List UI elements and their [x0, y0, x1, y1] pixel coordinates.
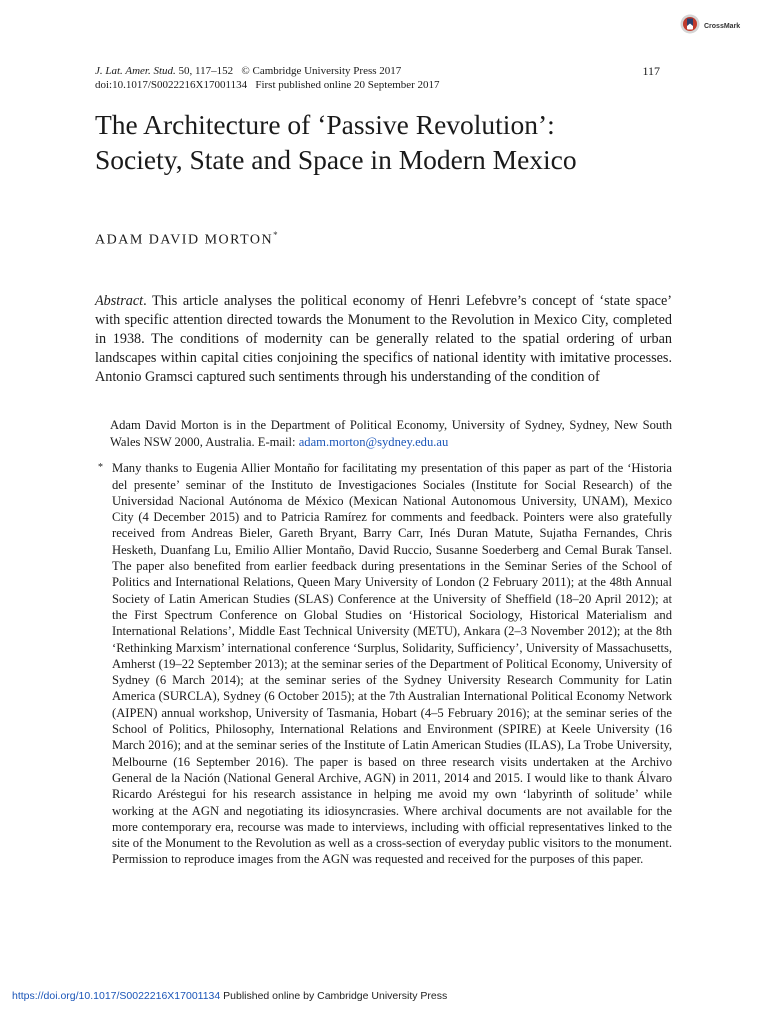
- page-number: 117: [642, 64, 660, 78]
- crossmark-label: CrossMark: [704, 23, 741, 30]
- journal-header: [95, 64, 660, 92]
- affiliation-text: Adam David Morton is in the Department of Political Economy, University of Sydney, Sydney, New South Wales NSW 2000, Australia. E-mail:: [110, 418, 672, 449]
- citation-line: [95, 64, 401, 78]
- journal-volume: 50: [178, 65, 190, 77]
- crossmark-icon: [680, 14, 700, 39]
- author-byline: [95, 230, 278, 249]
- title-line-2: Society, State and Space in Modern Mexico: [95, 144, 577, 175]
- doi-link[interactable]: https://doi.org/10.1017/S0022216X17001134: [12, 990, 221, 1002]
- author-name: ADAM DAVID MORTON: [95, 232, 274, 248]
- abstract-text: . This article analyses the political economy of Henri Lefebvre’s concept of ‘state space’ with specific attention directed towards the Monument to the Revolution in Mexico City, completed in 1938. The conditions of modernity can be generally related to the spatial ordering of urban landscapes within capital cities conjoining the specifics of national identity with imitative processes. Antonio Gramsci captured such sentiments through his understanding of the condition of: [95, 293, 672, 385]
- crossmark-badge[interactable]: [680, 14, 740, 39]
- abstract: [95, 292, 672, 387]
- journal-pages: , 117–152: [189, 65, 234, 77]
- acknowledgement-footnote: [98, 460, 672, 868]
- journal-name: J. Lat. Amer. Stud.: [95, 65, 176, 77]
- first-published: First published online 20 September 2017: [255, 79, 440, 91]
- article-title: [95, 107, 695, 177]
- page-footer: [12, 990, 447, 1002]
- doi-text: doi:10.1017/S0022216X17001134: [95, 79, 248, 91]
- abstract-label: Abstract: [95, 293, 144, 309]
- author-footnote-mark[interactable]: *: [273, 230, 278, 240]
- published-by: Published online by Cambridge University Press: [220, 990, 448, 1002]
- footnote-mark: *: [98, 462, 103, 473]
- author-email-link[interactable]: adam.morton@sydney.edu.au: [298, 435, 449, 449]
- footnote-text: Many thanks to Eugenia Allier Montaño for facilitating my presentation of this paper as part of the ‘Historia del presente’ seminar of the Instituto de Investigaciones Sociales (Institute for Social Research) of the Universidad Nacional Autónoma de México (Mexican National Autonomous University, UNAM), Mexico City (4 December 2015) and to Patricia Ramírez for comments and feedback. Pointers were also gratefully received from Andreas Bieler, Gareth Bryant, Barry Carr, Inés Duran Matute, Sujatha Fernandes, Chris Hesketh, Duanfang Lu, Emilio Allier Montaño, David Ruccio, Susanne Soederberg and Cemal Burak Tansel. The paper also benefited from earlier feedback during presentations in the Seminar Series of the School of Politics and International Relations, Queen Mary University of London (2 February 2011); at the 48th Annual Society of Latin American Studies (SLAS) Conference at the University of Sheffield (18–20 April 2012); at the First Spectrum Conference on Global Studies on ‘Historical Sociology, Historical Materialism and International Relations’, Middle East Technical University (METU), Ankara (2–3 November 2012); at the 8th ‘Rethinking Marxism’ international conference ‘Surplus, Solidarity, Sufficiency’, University of Massachusetts, Amherst (19–22 September 2013); at the seminar series of the Department of Political Economy, University of Sydney (6 March 2014); at the seminar series of the Sydney University Research Community for Latin America (SURCLA), Sydney (6 October 2015); at the 7th Australian International Political Economy Network (AIPEN) annual workshop, University of Tasmania, Hobart (4–5 February 2016); at the seminar series of the School of Politics, Philosophy, International Relations and Environment (SPIRE) at Keele University (16 March 2016); and at the seminar series of the Institute of Latin American Studies (ILAS), La Trobe University, Melbourne (16 September 2016). The paper is based on three research visits undertaken at the Archivo General de la Nación (National General Archive, AGN) in 2011, 2014 and 2015. I would like to thank Álvaro Ricardo Aréstegui for his research assistance in helping me avoid my own ‘labyrinth of solitude’ while working at the AGN and negotiating its idiosyncrasies. Where archival documents are not available for the more contemporary era, recourse was made to interviews, including with official representatives linked to the site of the Monument to the Revolution as well as a cross-section of everyday public visitors to the monument. Permission to reproduce images from the AGN was requested and received for the purposes of this paper.: [112, 461, 672, 867]
- author-affiliation: [110, 417, 672, 451]
- title-line-1: The Architecture of ‘Passive Revolution’:: [95, 109, 555, 140]
- copyright-notice: © Cambridge University Press 2017: [241, 65, 402, 77]
